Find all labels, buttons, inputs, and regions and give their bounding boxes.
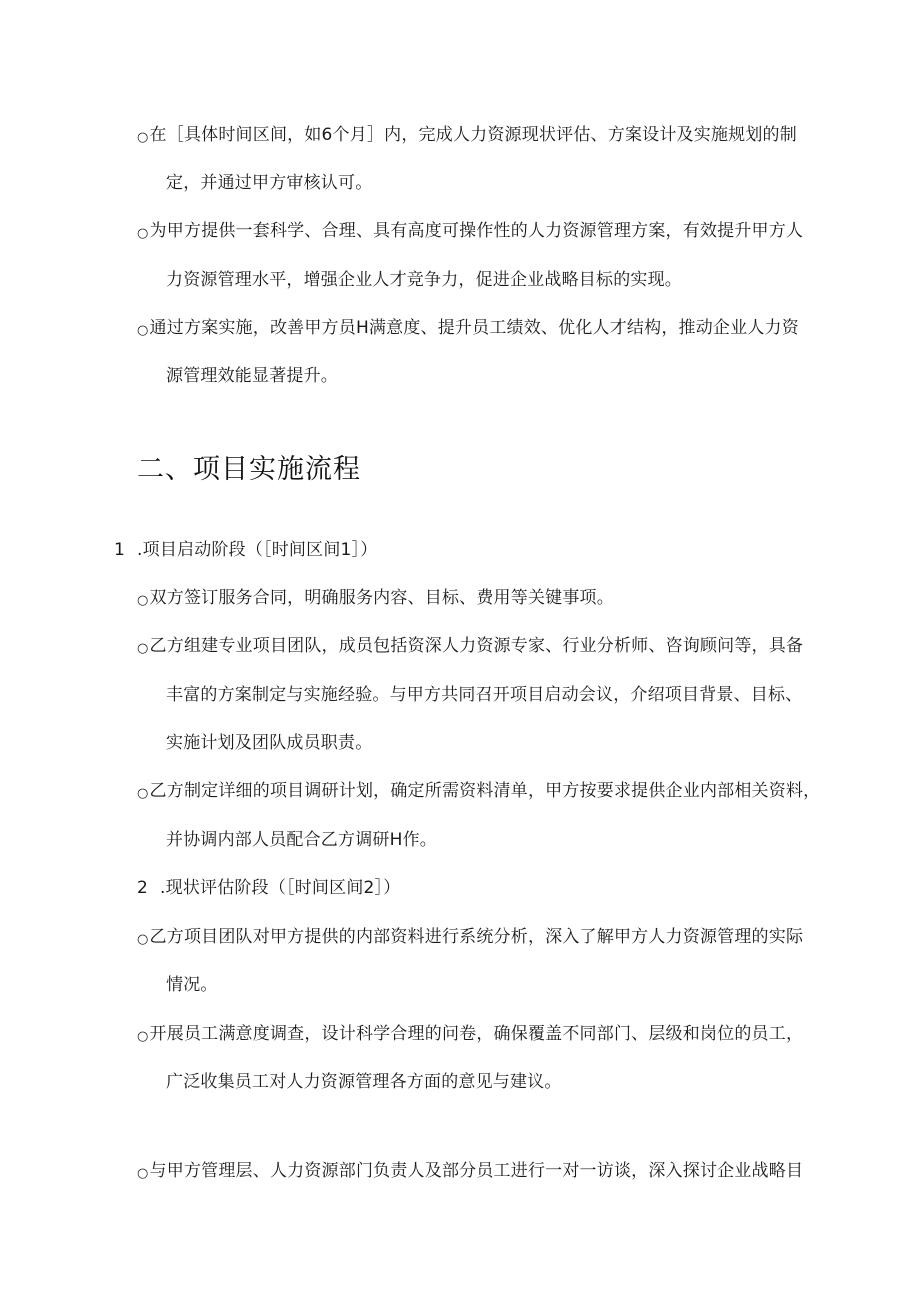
phase-2-item-2-line-1: ○开展员工满意度调查，设计科学合理的问卷，确保覆盖不同部门、层级和岗位的员工， xyxy=(137,1022,803,1048)
bullet-icon: ○ xyxy=(137,1029,149,1044)
phase-2-item-1-line-2: 情况。 xyxy=(166,975,218,995)
bullet-icon: ○ xyxy=(137,1166,149,1181)
bullet-icon: ○ xyxy=(137,932,149,947)
phase-1-item-2-line-3: 实施计划及团队成员职责。 xyxy=(166,733,373,753)
goal-2-line-2: 力资源管理水平，增强企业人才竞争力，促进企业战略目标的实现。 xyxy=(166,270,682,290)
section-heading: 二、项目实施流程 xyxy=(137,454,361,485)
bullet-icon: ○ xyxy=(137,226,149,241)
phase-1-item-2-line-1: ○乙方组建专业项目团队，成员包括资深人力资源专家、行业分析师、咨询顾问等，具备 xyxy=(137,634,803,660)
goal-1-line-1: ○在［具体时间区间，如6个月］内，完成人力资源现状评估、方案设计及实施规划的制 xyxy=(137,123,797,149)
phase-2-title: 2 .现状评估阶段（［时间区间2］） xyxy=(137,878,401,898)
phase-1-title: 1 .项目启动阶段（［时间区间1］） xyxy=(114,540,378,560)
bullet-icon: ○ xyxy=(137,786,149,801)
goal-3-line-2: 源管理效能显著提升。 xyxy=(166,366,338,386)
bullet-icon: ○ xyxy=(137,641,149,656)
goal-1-line-2: 定，并通过甲方审核认可。 xyxy=(166,173,373,193)
phase-1-item-2-line-2: 丰富的方案制定与实施经验。与甲方共同召开项目启动会议，介绍项目背景、目标、 xyxy=(166,685,803,705)
phase-number: 1 xyxy=(114,540,126,560)
phase-1-item-1-line-1: ○双方签订服务合同，明确服务内容、目标、费用等关键事项。 xyxy=(137,586,614,612)
phase-2-item-1-line-1: ○乙方项目团队对甲方提供的内部资料进行系统分析，深入了解甲方人力资源管理的实际 xyxy=(137,925,803,951)
phase-number: 2 xyxy=(137,878,149,898)
phase-1-item-3-line-1: ○乙方制定详细的项目调研计划，确定所需资料清单，甲方按要求提供企业内部相关资料， xyxy=(137,779,820,805)
phase-2-item-3-line-1: ○与甲方管理层、人力资源部门负责人及部分员工进行一对一访谈，深入探讨企业战略目 xyxy=(137,1159,803,1185)
goal-3-line-1: ○通过方案实施，改善甲方员H满意度、提升员工绩效、优化人才结构，推动企业人力资 xyxy=(137,316,799,342)
bullet-icon: ○ xyxy=(137,593,149,608)
bullet-icon: ○ xyxy=(137,130,149,145)
bullet-icon: ○ xyxy=(137,323,149,338)
phase-1-item-3-line-2: 并协调内部人员配合乙方调研H作。 xyxy=(166,830,437,850)
goal-2-line-1: ○为甲方提供一套科学、合理、具有高度可操作性的人力资源管理方案，有效提升甲方人 xyxy=(137,219,803,245)
phase-2-item-2-line-2: 广泛收集员工对人力资源管理各方面的意见与建议。 xyxy=(166,1072,562,1092)
